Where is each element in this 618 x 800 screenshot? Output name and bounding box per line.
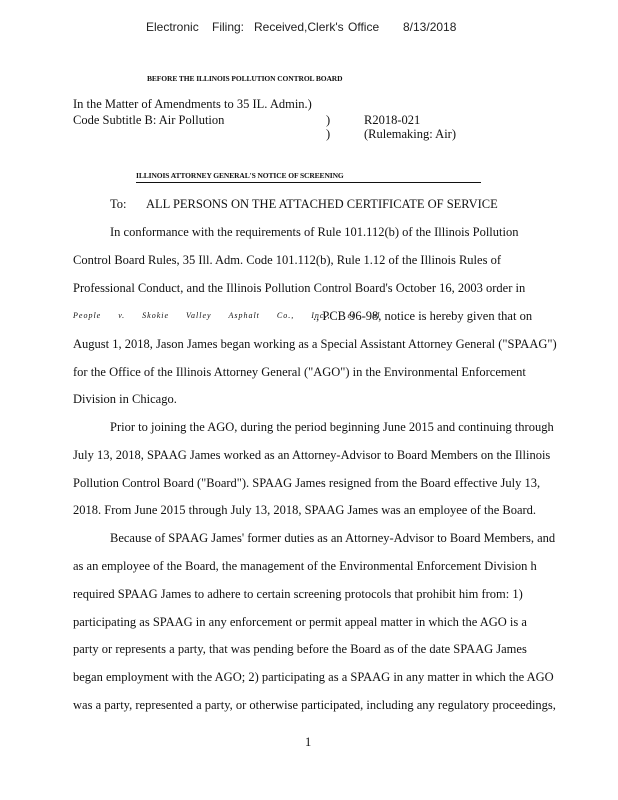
caption-line-2: Code Subtitle B: Air Pollution [73, 113, 225, 127]
body-line-11: 2018. From June 2015 through July 13, 2018, SPAAG James was an employee of the Board. [73, 503, 537, 517]
stamp-received: Received,Clerk's [254, 20, 344, 34]
body-line-6: for the Office of the Illinois Attorney General ("AGO") in the Environmental Enforcement [73, 365, 526, 379]
body-line-5: August 1, 2018, Jason James began working as a Special Assistant Attorney General ("SPAAG") [73, 337, 557, 351]
board-title: BEFORE THE ILLINOIS POLLUTION CONTROL BOARD [147, 74, 343, 83]
page-number: 1 [305, 735, 312, 749]
title-underline [136, 182, 481, 183]
case-number: R2018-021 [364, 113, 421, 127]
body-line-16: party or represents a party, that was pending before the Board as of the date SPAAG James [73, 642, 527, 656]
body-line-10: Pollution Control Board ("Board"). SPAAG James resigned from the Board effective July 13, [73, 476, 541, 490]
body-line-2: Control Board Rules, 35 Ill. Adm. Code 101.112(b), Rule 1.12 of the Illinois Rules of [73, 253, 501, 267]
to-label: To: [110, 197, 127, 211]
stamp-office: Office [348, 20, 380, 34]
body-line-3: Professional Conduct, and the Illinois Pollution Control Board's October 16, 2003 order in [73, 281, 526, 295]
to-recipients: ALL PERSONS ON THE ATTACHED CERTIFICATE OF SERVICE [146, 197, 498, 211]
caption-paren-2: ) [326, 127, 331, 141]
body-line-18: was a party, represented a party, or otherwise participated, including any regulatory proceedings, [73, 698, 556, 712]
body-line-14: required SPAAG James to adhere to certain screening protocols that prohibit him from: 1) [73, 587, 523, 601]
body-line-9: July 13, 2018, SPAAG James worked as an Attorney-Advisor to Board Members on the Illinois [73, 448, 551, 462]
body-line-12: Because of SPAAG James' former duties as an Attorney-Advisor to Board Members, and [110, 531, 556, 545]
body-line-1: In conformance with the requirements of Rule 101.112(b) of the Illinois Pollution [110, 225, 519, 239]
caption-line-1: In the Matter of Amendments to 35 IL. Admin.) [73, 97, 312, 111]
stamp-date: 8/13/2018 [403, 20, 457, 34]
body-line-7: Division in Chicago. [73, 392, 177, 406]
caption-paren-1: ) [326, 113, 331, 127]
notice-title: ILLINOIS ATTORNEY GENERAL'S NOTICE OF SCREENING [136, 171, 344, 180]
body-line-4: ., PCB 96-98, notice is hereby given that on [313, 309, 533, 323]
case-type: (Rulemaking: Air) [364, 127, 456, 141]
body-line-13: as an employee of the Board, the management of the Environmental Enforcement Division h [73, 559, 537, 573]
body-line-15: participating as SPAAG in any enforcement or permit appeal matter in which the AGO is a [73, 615, 527, 629]
body-line-8: Prior to joining the AGO, during the period beginning June 2015 and continuing through [110, 420, 554, 434]
stamp-filing: Filing: [212, 20, 245, 34]
body-line-17: began employment with the AGO; 2) participating as a SPAAG in any matter in which the AGO [73, 670, 554, 684]
case-name-italic: People v. Skokie Valley Asphalt Co., Inc., et al [73, 311, 381, 320]
stamp-electronic: Electronic [146, 20, 199, 34]
